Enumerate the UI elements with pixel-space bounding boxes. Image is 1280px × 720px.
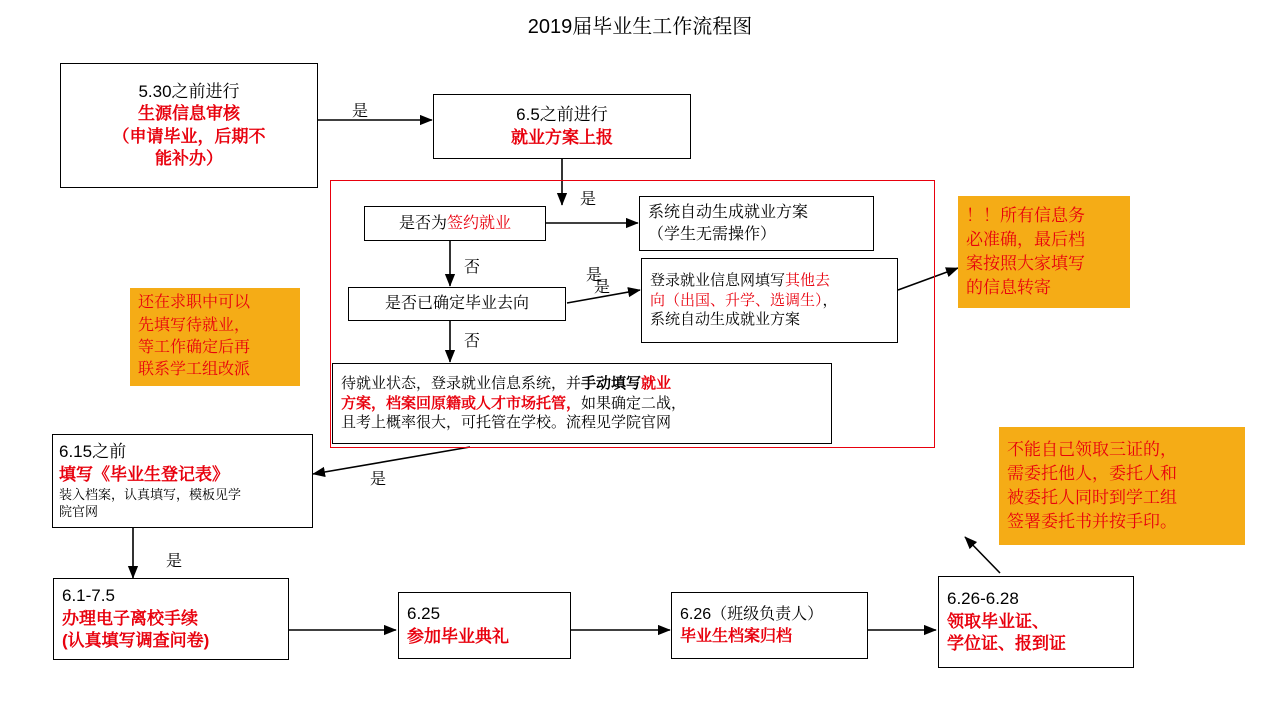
page-title: 2019届毕业生工作流程图: [527, 16, 753, 38]
node-line: [371, 213, 539, 234]
node-line: 系统自动生成就业方案: [650, 311, 801, 329]
note-line: ！！所有信息务: [966, 206, 1085, 226]
note-line: 被委托人同时到学工组: [1007, 488, 1177, 507]
node-line: 且考上概率很大，可托管在学校。流程见学院官网: [341, 414, 672, 432]
edge-label-yes-3: 是: [586, 267, 603, 284]
node-electronic-leave-school[interactable]: [53, 578, 289, 660]
note-line: 的信息转寄: [966, 277, 1051, 297]
node-line: 就业方案上报: [511, 127, 613, 147]
node-line: 6.26-6.28: [947, 589, 1019, 609]
node-line: 6.5之前进行: [516, 105, 608, 125]
node-text-plain: 待就业状态，登录就业信息系统，并: [341, 374, 582, 392]
node-line: 装入档案，认真填写，模板见学: [59, 487, 242, 503]
node-text-highlight: 签约就业: [447, 214, 512, 232]
node-line: [341, 394, 823, 414]
note-line: 先填写待就业，: [138, 316, 251, 334]
edge-label-yes-5: 是: [370, 471, 387, 488]
note-line: 需委托他人，委托人和: [1007, 464, 1177, 484]
node-line: （学生无需操作）: [648, 225, 777, 243]
node-text-highlight: 方案，档案回原籍或人才市场托管，: [341, 394, 582, 412]
node-text-plain: ，: [822, 291, 838, 309]
node-auto-generate-plan[interactable]: [639, 196, 874, 251]
node-text-bold: 手动填写: [581, 374, 642, 392]
node-source-info-review[interactable]: [60, 63, 318, 188]
node-text-highlight: 向（出国、升学、选调生）: [650, 291, 823, 309]
node-pending-employment-status[interactable]: [332, 363, 832, 444]
node-line: （申请毕业，后期不: [112, 126, 266, 146]
node-is-signed-employment[interactable]: [364, 206, 546, 241]
note-still-job-hunting: [130, 288, 300, 386]
node-graduate-registration-form[interactable]: [52, 434, 313, 528]
node-text-plain: 是否为: [398, 214, 447, 232]
edge-label-yes-1: 是: [352, 103, 369, 120]
node-line: 填写《毕业生登记表》: [59, 464, 229, 484]
node-line: 院官网: [59, 504, 99, 520]
note-proxy-authorization: [999, 427, 1245, 545]
note-line: 还在求职中可以: [138, 294, 251, 312]
note-line: 必准确，最后档: [966, 230, 1085, 250]
node-line: 办理电子离校手续: [62, 608, 198, 628]
node-line: 毕业生档案归档: [680, 627, 793, 645]
node-line: 参加毕业典礼: [407, 626, 509, 646]
node-text-plain: 如果确定二战，: [581, 394, 687, 412]
node-is-destination-confirmed[interactable]: [348, 287, 566, 321]
node-archive-filing[interactable]: [671, 592, 868, 659]
node-collect-certificates[interactable]: [938, 576, 1134, 668]
node-line: (认真填写调查问卷): [62, 631, 210, 651]
note-line: 等工作确定后再: [138, 339, 251, 356]
node-fill-other-destination[interactable]: [641, 258, 898, 343]
node-line: 学位证、报到证: [947, 634, 1066, 654]
node-line: 是否已确定毕业去向: [384, 295, 529, 313]
node-line: 5.30之前进行: [138, 81, 240, 101]
edge-label-yes-6: 是: [166, 553, 183, 570]
edge-label-yes-4: 是: [594, 279, 611, 296]
node-line: 生源信息审核: [138, 104, 240, 124]
note-line: 联系学工组改派: [138, 361, 251, 379]
note-line: 案按照大家填写: [966, 254, 1085, 273]
note-line: 签署委托书并按手印。: [1007, 511, 1177, 531]
edge-label-no-1: 否: [464, 259, 481, 276]
node-line: [341, 374, 823, 394]
note-info-accuracy: [958, 196, 1130, 308]
node-line: 6.1-7.5: [62, 586, 115, 606]
node-line: [650, 271, 889, 291]
node-line: [650, 291, 889, 311]
edge-label-no-2: 否: [464, 333, 481, 350]
node-line: 6.15之前: [59, 442, 127, 462]
node-line: 系统自动生成就业方案: [648, 204, 809, 222]
node-text-plain: 登录就业信息网填写: [650, 271, 786, 289]
node-employment-plan-report[interactable]: [433, 94, 691, 159]
node-line: 6.26（班级负责人）: [680, 606, 824, 624]
node-line: 领取毕业证、: [947, 611, 1049, 631]
node-line: 6.25: [407, 604, 441, 624]
node-text-highlight: 其他去: [785, 271, 831, 289]
node-line: 能补办）: [155, 148, 223, 168]
edge-label-yes-2: 是: [580, 191, 597, 208]
note-line: 不能自己领取三证的，: [1007, 440, 1177, 460]
node-graduation-ceremony[interactable]: [398, 592, 571, 659]
node-text-highlight: 就业: [641, 374, 672, 392]
